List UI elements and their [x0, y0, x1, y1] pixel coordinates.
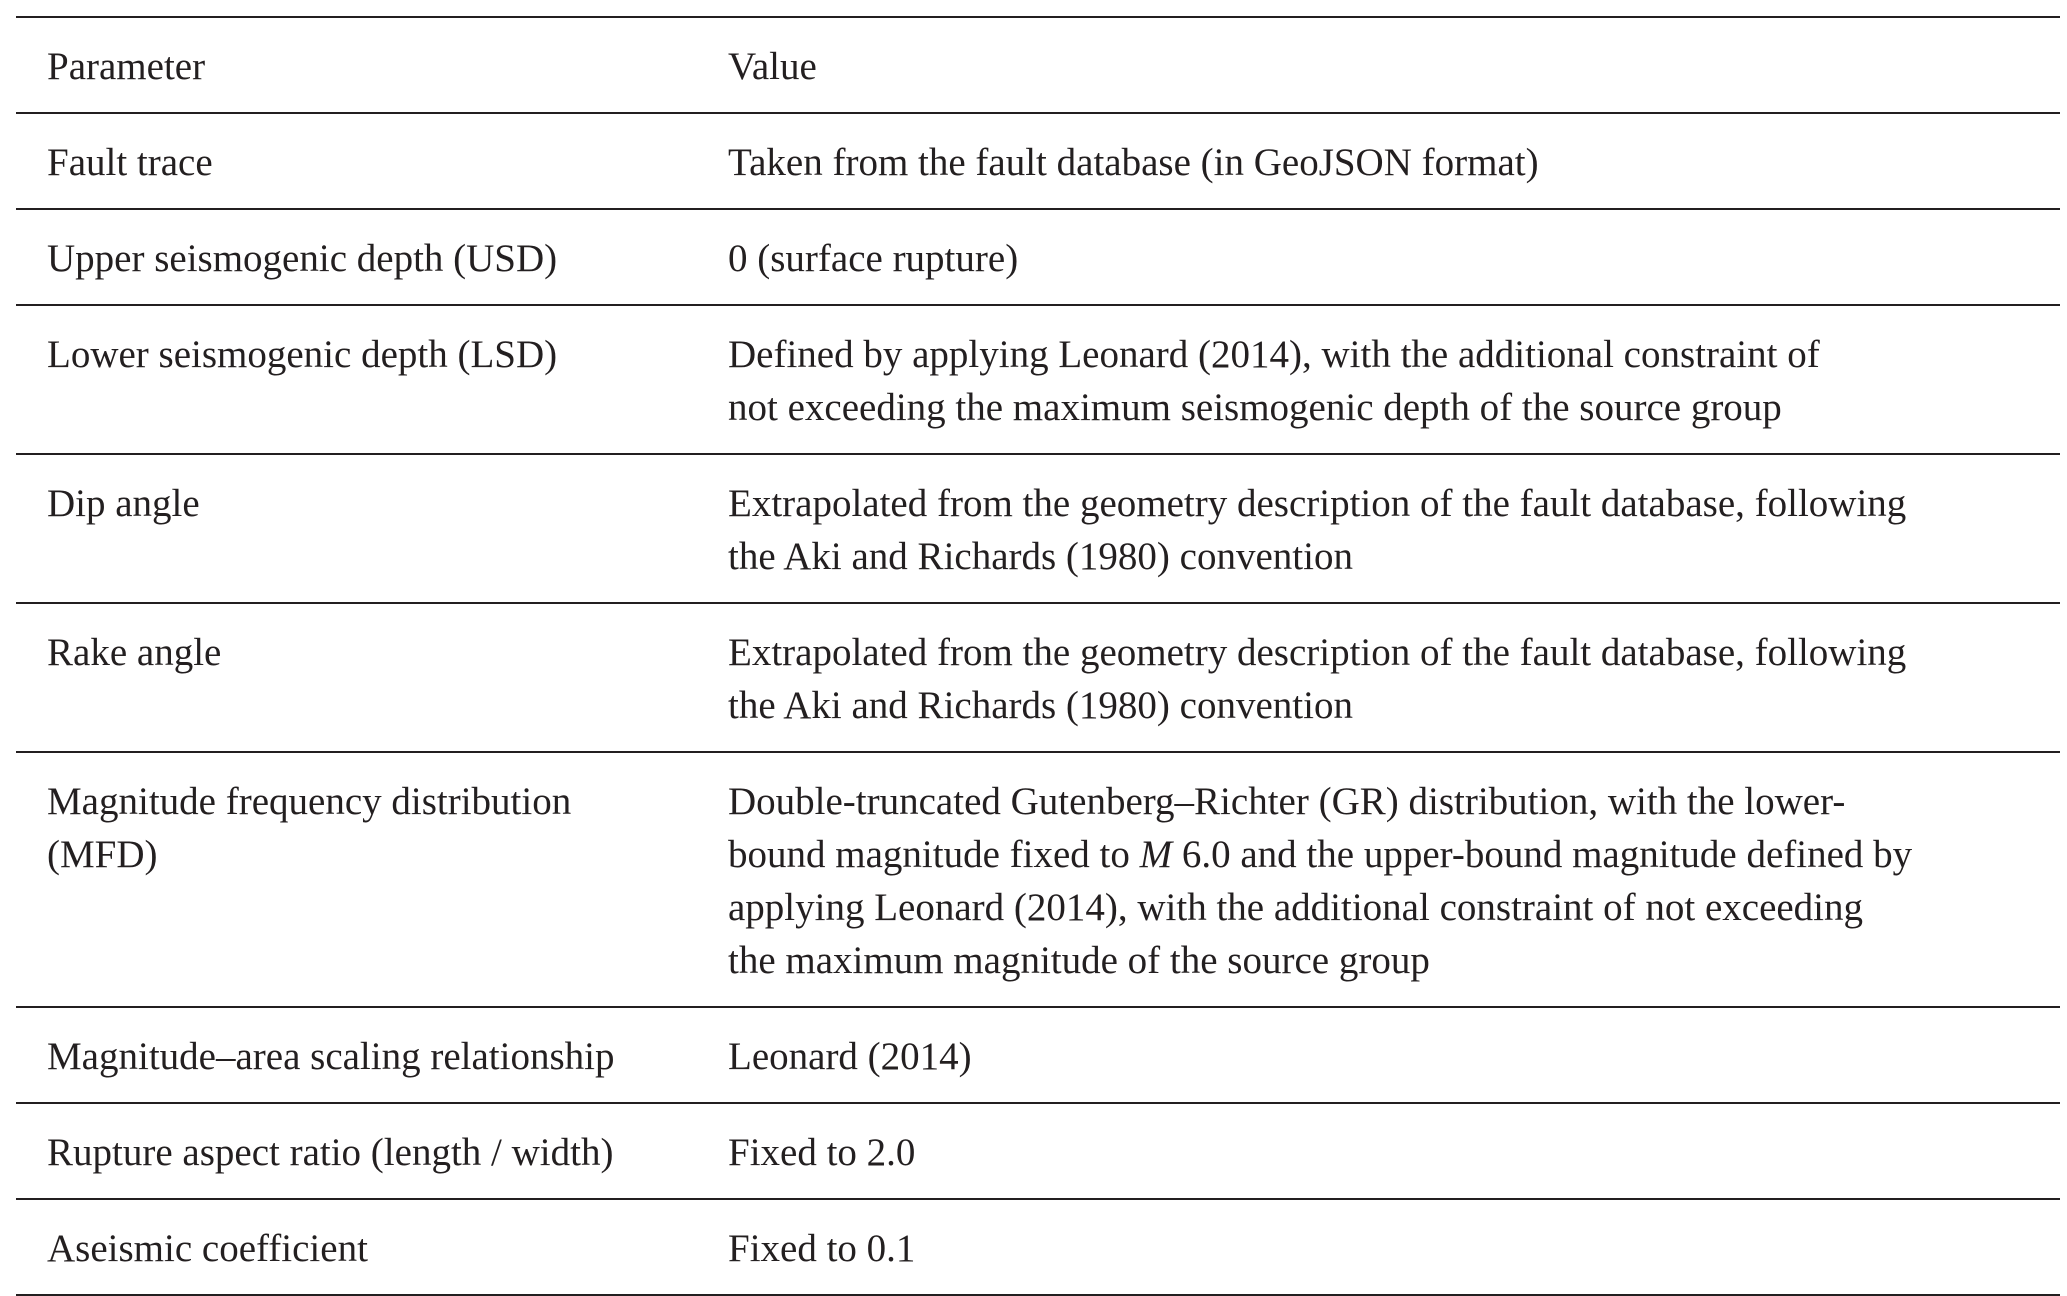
- value-cell: [699, 752, 2060, 1007]
- parameter-cell: Rake angle: [16, 603, 699, 752]
- table-row: [16, 454, 2060, 603]
- parameter-cell: Fault trace: [16, 113, 699, 209]
- value-cell: Extrapolated from the geometry description of the fault database, following the Aki and Richards (1980) convention: [699, 454, 2060, 603]
- table-row: [16, 1007, 2060, 1103]
- table-row: [16, 209, 2060, 305]
- value-cell: Taken from the fault database (in GeoJSON format): [699, 113, 2060, 209]
- table-row: [16, 1103, 2060, 1199]
- value-cell: 0 (surface rupture): [699, 209, 2060, 305]
- table-row: [16, 1199, 2060, 1295]
- parameter-cell: Upper seismogenic depth (USD): [16, 209, 699, 305]
- value-cell: Fixed to 2.0: [699, 1103, 2060, 1199]
- table-row: [16, 752, 2060, 1007]
- value-cell: Extrapolated from the geometry description of the fault database, following the Aki and Richards (1980) convention: [699, 603, 2060, 752]
- table-row: [16, 305, 2060, 454]
- parameter-table: [16, 16, 2060, 1296]
- magnitude-symbol: M: [1139, 833, 1173, 876]
- table-row: [16, 113, 2060, 209]
- parameter-cell: Aseismic coefficient: [16, 1199, 699, 1295]
- column-header-value: Value: [699, 17, 2060, 113]
- table-row: [16, 603, 2060, 752]
- value-text-after: 6.0 and the upper-bound magnitude defined by applying Leonard (2014), with the additional constraint of not exceeding the maximum magnitude of the source group: [728, 833, 1913, 982]
- parameter-cell: Magnitude–area scaling relationship: [16, 1007, 699, 1103]
- column-header-parameter: Parameter: [16, 17, 699, 113]
- value-cell: Defined by applying Leonard (2014), with the additional constraint of not exceeding the maximum seismogenic depth of the source group: [699, 305, 2060, 454]
- parameter-cell: Magnitude frequency distribution (MFD): [16, 752, 699, 1007]
- parameter-cell: Rupture aspect ratio (length / width): [16, 1103, 699, 1199]
- value-cell: Fixed to 0.1: [699, 1199, 2060, 1295]
- value-cell: Leonard (2014): [699, 1007, 2060, 1103]
- parameter-cell: Lower seismogenic depth (LSD): [16, 305, 699, 454]
- table-header-row: [16, 17, 2060, 113]
- parameter-cell: Dip angle: [16, 454, 699, 603]
- value-text-before: Double-truncated Gutenberg–Richter (GR) distribution, with the lower- bound magnitude fixed to: [728, 780, 1846, 876]
